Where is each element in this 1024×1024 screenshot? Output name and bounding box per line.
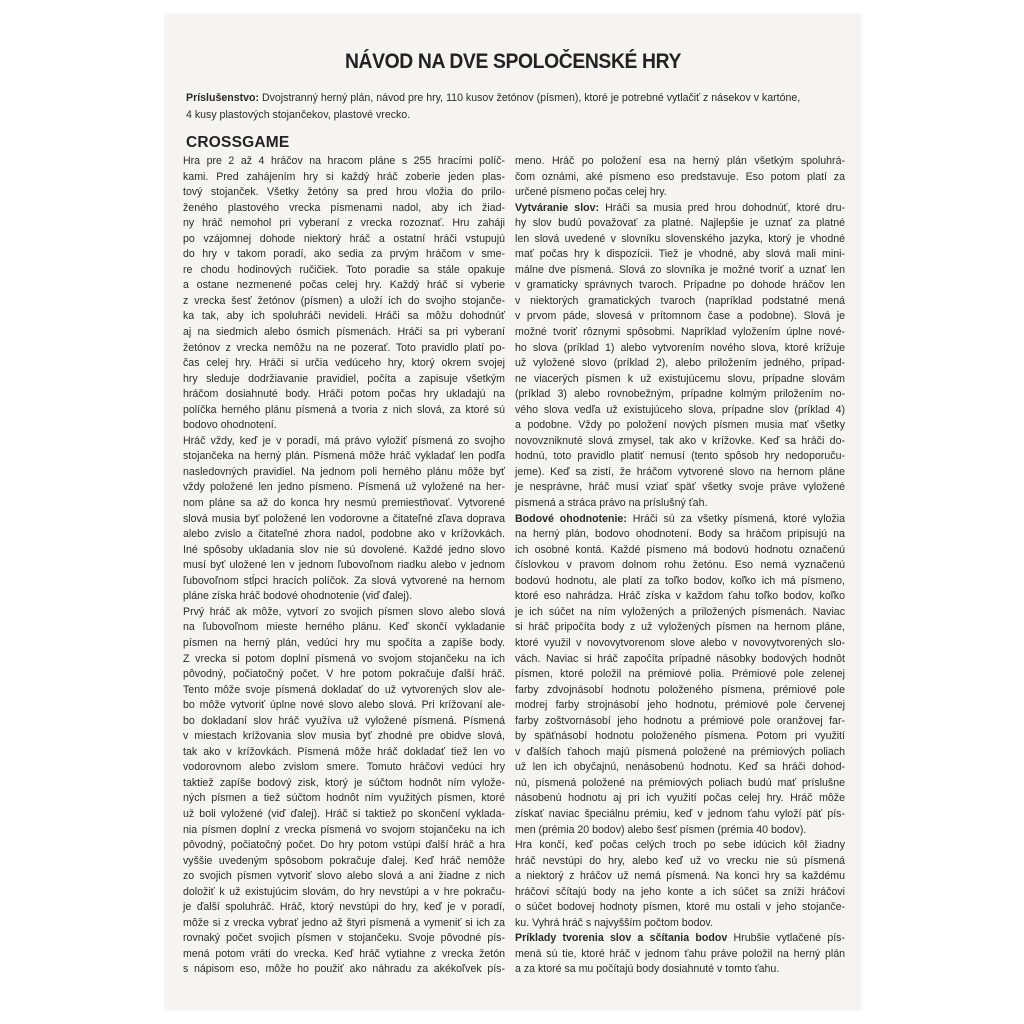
line-text: Hrubšie vytlačené pís-: [727, 932, 846, 945]
line-text: v prvom páde, slovesá v prítomnom čase a podobne). Slová je: [515, 310, 845, 323]
line-text: o súčet bodovej hodnoty písmen, ktoré mu ostali v jeho stojanče-: [515, 901, 845, 914]
line-text: Hráč vždy, keď je v poradí, má právo vyložiť písmená zo svojho: [183, 434, 505, 447]
line-text: bo môže vytvoriť úplne nové slovo alebo slová. Pri krížovaní ale-: [183, 699, 505, 712]
paragraph-line: [183, 838, 505, 854]
document-page: [165, 14, 861, 1010]
line-text: bodovú hodnotu, ale platí za toľko bodov, koľko ich má písmeno,: [515, 574, 845, 587]
line-text: pôvodný, počiatočný počet. V hre potom pokračuje ďalší hráč.: [183, 668, 505, 681]
accessories-paragraph: [186, 90, 836, 124]
paragraph-line: [183, 216, 505, 232]
paragraph-line: [183, 325, 505, 341]
paragraph-line: [515, 278, 845, 294]
line-text: bo dokladaní slov hráč využíva už vyložené písmená. Písmená: [183, 714, 505, 727]
line-text: len slová uvedené v slovníku slovenského jazyka, ktorý je vhodné: [515, 232, 845, 245]
paragraph-line: [515, 154, 845, 170]
paragraph-line: [515, 760, 845, 776]
paragraph-line: [183, 667, 505, 683]
paragraph-line: [515, 247, 845, 263]
line-text: zo svojich písmen vytvoriť slovo alebo slová a ani žiadne z nich: [183, 870, 505, 883]
line-text: hráčom dosiahnuté body. Hráči potom počas hry ukladajú na: [183, 388, 505, 401]
paragraph-line: [515, 449, 845, 465]
paragraph-line: [183, 294, 505, 310]
line-text: po vzájomnej dohode niektorý hráč a ostatní hráči vstupujú: [183, 232, 505, 245]
line-text: nia písmen doplní z vrecka písmená vo svojom stojančeku na ich: [183, 823, 505, 836]
paragraph-line: [515, 170, 845, 186]
paragraph-line: [183, 341, 505, 357]
paragraph-line: [183, 807, 505, 823]
line-text: nú, písmená položené na prémiových poliach budú mať príslušne: [515, 776, 845, 789]
line-text: ku. Vyhrá hráč s najvyšším počtom bodov.: [515, 916, 713, 929]
paragraph-line: [515, 714, 845, 730]
line-text: a podobne. Vždy po položení nových písmen musia mať všetky: [515, 419, 845, 432]
paragraph-line: [183, 574, 505, 590]
line-text: na ľubovoľnom mieste herného plánu. Keď skončí vykladanie: [183, 621, 505, 634]
paragraph-line: [183, 154, 505, 170]
paragraph-line: [183, 869, 505, 885]
paragraph-line: [515, 543, 845, 559]
line-text: si hráč pripočíta body z už vyložených písmen na hernom pláne,: [515, 621, 845, 634]
line-text: tak ako v krížovkách. Písmená môže hráč dokladať tiež len vo: [183, 745, 505, 758]
paragraph-line: [515, 216, 845, 232]
line-text: na herný plán, bodovo ohodnotení. Body sa hráčom pripisujú na: [515, 528, 845, 541]
paragraph-line: [515, 776, 845, 792]
paragraph-line: [515, 589, 845, 605]
line-text: mať počas hry k dispozícii. Tiež je vhodné, aby slová mali mini-: [515, 248, 845, 261]
paragraph-line: [183, 589, 505, 605]
line-text: alebo zvislo a čitateľné zhora nadol, podobne ako v krížovkách.: [183, 528, 505, 541]
paragraph-line: [515, 418, 845, 434]
paragraph-line: [515, 869, 845, 885]
paragraph-line: [515, 574, 845, 590]
line-text: farby zdvojnásobí hodnotu položeného písmena, prémiové pole: [515, 683, 845, 696]
paragraph-line: [515, 636, 845, 652]
line-text: tový stojanček. Všetky žetóny sa pred hrou vložia do prilo-: [183, 186, 505, 199]
paragraph-line: [515, 309, 845, 325]
line-text: čas celej hry. Hráči si určia vedúceho hry, ktorý okrem svojej: [183, 357, 505, 370]
paragraph-line: [183, 403, 505, 419]
line-text: v niektorých gramatických tvaroch (napríklad podstatné mená: [515, 294, 845, 307]
line-text: (príklad 3) alebo rovnobežným, prípadne kolmým priložením no-: [515, 388, 845, 401]
line-text: a niektorý z hráčov už nemá písmená. Na konci hry sa každému: [515, 870, 845, 883]
paragraph-line: [515, 620, 845, 636]
paragraph-line: [515, 232, 845, 248]
line-text: písmen na herný plán, vedúci hry mu spočíta a zapíše body.: [183, 636, 505, 649]
paragraph-line: [515, 325, 845, 341]
paragraph-line: [183, 854, 505, 870]
line-text: kami. Pred zahájením hry si každý hráč zoberie jeden plas-: [183, 170, 505, 183]
line-text: je nesprávne, hráč musí vziať späť všetky svoje práve vyložené: [515, 481, 845, 494]
line-text: v gramaticky správnych tvaroch. Prípadne po dohode hráčov len: [515, 279, 845, 292]
paragraph-line: [183, 278, 505, 294]
paragraph-line: [515, 962, 845, 978]
paragraph-line: [515, 745, 845, 761]
paragraph-line: [515, 527, 845, 543]
paragraph-line: [183, 745, 505, 761]
line-text: rovnaký počet svojich písmen v stojančeku. Svoje pôvodné pís-: [183, 932, 505, 945]
paragraph-heading: Bodové ohodnotenie:: [515, 512, 627, 525]
line-text: musí byť uložené len v jednom ľubovoľnom riadku alebo v jednom: [183, 559, 505, 572]
line-text: modrej farby strojnásobí jeho hodnotu, prémiové pole červenej: [515, 699, 845, 712]
line-text: už vyložené slovo (príklad 2), alebo priložením jedného, prípad-: [515, 357, 845, 370]
line-text: v miestach krížovania slov musia byť zhodné pre obidve slová,: [183, 730, 505, 743]
line-text: Hra končí, keď počas celých troch po sebe idúcich kôl žiadny: [515, 839, 845, 852]
line-text: men (prémia 20 bodov) alebo šesť písmen (prémia 40 bodov).: [515, 823, 807, 836]
line-text: hry sleduje dodržiavanie pravidiel, počíta a zapisuje všetkým: [183, 372, 505, 385]
paragraph-line: [515, 823, 845, 839]
line-text: vodorovnom alebo zvislom smere. Tomuto hráčovi vedúci hry: [183, 761, 505, 774]
paragraph-line: [183, 309, 505, 325]
line-text: mená sú tie, ktoré hráč v jednom ťahu práve položil na herný plán: [515, 947, 845, 960]
line-text: meno. Hráč po položení esa na herný plán všetkým spoluhrá-: [515, 155, 845, 167]
line-text: hodnú, toto pravidlo platiť nemusí (tento spôsob hry nedoporuču-: [515, 450, 845, 463]
line-text: hráč nevstúpi do hry, alebo keď už vo vrecku nie sú písmená: [515, 854, 845, 867]
paragraph-line: [183, 791, 505, 807]
paragraph-line: [515, 652, 845, 668]
line-text: mená potom vráti do vrecka. Keď hráč vytiahne z vrecka žetón: [183, 947, 505, 960]
paragraph-line: [183, 170, 505, 186]
paragraph-line: [183, 714, 505, 730]
paragraph-line: [183, 558, 505, 574]
line-text: doložiť k už existujúcim slovám, do hry nevstúpi a v hre pokraču-: [183, 885, 505, 898]
paragraph-line: [183, 356, 505, 372]
paragraph-line: [183, 418, 505, 434]
line-text: násobenú hodnotu aj pri ich využití počas celej hry. Hráč môže: [515, 792, 845, 805]
paragraph-line: [515, 201, 845, 217]
paragraph-line: [515, 372, 845, 388]
line-text: pláne získa hráč bodové ohodnotenie (viď ďalej).: [183, 590, 413, 603]
line-text: novovzniknuté slová zmysel, tak ako v krížovke. Keď sa hráči do-: [515, 434, 845, 447]
line-text: možné tvoriť rôznymi spôsobmi. Napríklad vyložením úplne nové-: [515, 326, 845, 339]
line-text: z vrecka šesť žetónov (písmen) a uloží ich do svojho stojanče-: [183, 294, 505, 307]
line-text: ny hráč nemohol pri vyberaní z vrecka rozoznať. Hru zaháji: [183, 217, 505, 230]
line-text: hráčovi sčítajú body na jeho konte a ich súčet sa zníži hráčovi: [515, 885, 845, 898]
paragraph-heading: Vytváranie slov:: [515, 201, 600, 214]
line-text: vého slova vedľa už existujúceho slova, prípadne slov (príklad 4): [515, 403, 845, 416]
line-text: v ďalších ťahoch majú písmená položené na prémiových poliach: [515, 745, 845, 758]
paragraph-line: [515, 838, 845, 854]
line-text: Prvý hráč ak môže, vytvorí zo svojich písmen slovo alebo slová: [183, 605, 505, 618]
paragraph-line: [183, 823, 505, 839]
line-text: už len ich obyčajnú, nenásobenú hodnotu. Keď sa hráči dohod-: [515, 761, 845, 774]
paragraph-line: [183, 247, 505, 263]
paragraph-line: [183, 620, 505, 636]
paragraph-line: [183, 372, 505, 388]
document-title: NÁVOD NA DVE SPOLOČENSKÉ HRY: [344, 50, 682, 73]
paragraph-line: [183, 605, 505, 621]
paragraph-line: [515, 885, 845, 901]
paragraph-line: [515, 791, 845, 807]
line-text: je ďalší spoluhráč. Hráč, ktorý nevstúpi do hry, keď je v poradí,: [183, 901, 505, 914]
paragraph-line: [515, 854, 845, 870]
paragraph-line: [183, 900, 505, 916]
line-text: ženého plastového vrecka písmenami nadol, aby ich žiad-: [183, 201, 505, 214]
paragraph-line: [515, 403, 845, 419]
line-text: a za ktoré sa mu počítajú body dosiahnuté v tomto ťahu.: [515, 963, 780, 976]
line-text: slová musia byť položené len vodorovne a čitateľné zľava doprava: [183, 512, 505, 525]
line-text: ľubovoľnom stĺpci hracích políčok. Za slová vytvorené na hernom: [183, 574, 505, 587]
paragraph-line: [183, 885, 505, 901]
line-text: číslovkou v pravom dolnom rohu žetónu. Eso nemá vyznačenú: [515, 559, 845, 572]
line-text: políčka herného plánu písmená a tvoria z nich slová, za ktoré sú: [183, 403, 505, 416]
line-text: ich osobné kontá. Každé písmeno má bodovú hodnotu označenú: [515, 543, 845, 556]
paragraph-line: [183, 760, 505, 776]
line-text: písmená a stráca právo na príslušný ťah.: [515, 497, 708, 510]
line-text: ktoré eso nahrádza. Hráč získa v každom ťahu toľko bodov, koľko: [515, 590, 845, 603]
line-text: Tento môže svoje písmená dokladať do už vytvorených slov ale-: [183, 683, 505, 696]
line-text: ka tak, aby ich spoluhráči nevideli. Hráči sa môžu dohodnúť: [183, 310, 505, 323]
paragraph-line: [515, 931, 845, 947]
paragraph-line: [183, 449, 505, 465]
line-text: určené písmeno počas celej hry.: [515, 186, 667, 199]
paragraph-line: [515, 434, 845, 450]
line-text: získať naviac špeciálnu prémiu, keď v jednom ťahu vyloží päť pís-: [515, 807, 845, 820]
paragraph-line: [183, 916, 505, 932]
paragraph-line: [515, 683, 845, 699]
line-text: málne dve písmená. Slová zo slovníka je možné tvoriť a uznať len: [515, 263, 845, 276]
line-text: čom oznámi, aké písmeno eso predstavuje. Eso potom platí za: [515, 170, 845, 183]
line-text: farby zoštvornásobí jeho hodnotu a prémiové pole oranžovej far-: [515, 714, 845, 727]
section-title-crossgame: CROSSGAME: [186, 134, 290, 151]
line-text: je ich súčet na ním vyložených a priložených písmenách. Naviac: [515, 605, 845, 618]
accessories-text: 4 kusy plastových stojančekov, plastové vrecko.: [186, 109, 411, 121]
paragraph-line: [183, 527, 505, 543]
paragraph-heading: Príklady tvorenia slov a sčítania bodov: [515, 932, 728, 945]
paragraph-line: [515, 263, 845, 279]
paragraph-line: [183, 496, 505, 512]
paragraph-line: [515, 698, 845, 714]
line-text: ne viacerých písmen k už existujúcemu slovu, prípadne slovám: [515, 372, 845, 385]
paragraph-line: [515, 356, 845, 372]
paragraph-line: [183, 962, 505, 978]
paragraph-line: [183, 729, 505, 745]
paragraph-line: [515, 729, 845, 745]
line-text: môže si z vrecka vybrať jedno až štyri písmená a vymeniť si ich za: [183, 916, 505, 929]
line-text: taktiež zapíše bodový zisk, ktorý je súčtom hodnôt ním vylože-: [183, 776, 505, 789]
accessories-label: Príslušenstvo:: [186, 92, 260, 104]
line-text: Z vrecka si potom doplní písmená vo svojom stojančeku na ich: [183, 652, 505, 665]
paragraph-line: [515, 480, 845, 496]
line-text: nasledovných pravidiel. Na jednom poli herného plánu môže byť: [183, 465, 505, 478]
paragraph-line: [515, 512, 845, 528]
paragraph-line: [183, 387, 505, 403]
line-text: Iné spôsoby ukladania slov nie sú dovolené. Každé jedno slovo: [183, 543, 505, 556]
paragraph-line: [515, 667, 845, 683]
paragraph-line: [515, 605, 845, 621]
paragraph-line: [183, 512, 505, 528]
line-text: jeme). Keď sa zistí, že hráčom vytvorené slovo na hernom pláne: [515, 465, 845, 478]
line-text: pôvodný, počiatočný počet. Do hry potom vstúpi ďalší hráč a hra: [183, 839, 505, 852]
paragraph-line: [183, 543, 505, 559]
line-text: písmen, ktoré položil na prémiové polia. Prémiové pole zelenej: [515, 668, 845, 681]
line-text: Hráči sa musia pred hrou dohodnúť, ktoré dru-: [599, 201, 845, 214]
paragraph-line: [515, 185, 845, 201]
paragraph-line: [183, 947, 505, 963]
paragraph-line: [515, 294, 845, 310]
line-text: bodovo ohodnotení.: [183, 419, 277, 432]
paragraph-line: [515, 947, 845, 963]
paragraph-line: [183, 683, 505, 699]
line-text: ktoré využil v novovytvorenom slove alebo v novovytvorených slo-: [515, 636, 845, 649]
line-text: aj na siedmich alebo ósmich písmenách. Hráči sa pri vyberaní: [183, 326, 505, 339]
paragraph-line: [183, 185, 505, 201]
paragraph-line: [183, 698, 505, 714]
line-text: žetónov z vrecka nemôžu na ne pozerať. Toto pravidlo platí po-: [183, 341, 505, 354]
line-text: ných písmen a tiež súčtom hodnôt ním využitých písmen, ktoré: [183, 792, 505, 805]
paragraph-line: [183, 263, 505, 279]
paragraph-line: [183, 776, 505, 792]
line-text: vyššie uvedeným spôsobom pokračuje ďalej. Keď hráč nemôže: [183, 854, 505, 867]
paragraph-line: [183, 232, 505, 248]
paragraph-line: [183, 465, 505, 481]
line-text: re chodu hodinových ručičiek. Toto poradie sa stále opakuje: [183, 263, 505, 276]
line-text: Hráči sú za všetky písmená, ktoré vyložia: [626, 512, 845, 525]
text-column-right: [515, 154, 845, 978]
paragraph-line: [515, 807, 845, 823]
paragraph-line: [515, 465, 845, 481]
paragraph-line: [515, 558, 845, 574]
line-text: nom pláne sa až do konca hry nesmú premiestňovať. Vytvorené: [183, 497, 505, 510]
line-text: by späťnásobí hodnotu položeného písmena. Potom pri využití: [515, 730, 845, 743]
paragraph-line: [183, 434, 505, 450]
line-text: vždy položené len jedno písmeno. Písmená už vyložené na her-: [183, 481, 505, 494]
line-text: s nápisom eso, môže ho použiť ako náhradu za akékoľvek pís-: [183, 963, 505, 976]
paragraph-line: [515, 916, 845, 932]
line-text: stojančeka na herný plán. Písmená môže hráč vykladať len podľa: [183, 450, 505, 463]
paragraph-line: [515, 387, 845, 403]
paragraph-line: [183, 931, 505, 947]
line-text: hy slov budú považovať za platné. Najlepšie je uznať za platné: [515, 217, 845, 230]
line-text: a ostane nezmenené počas celej hry. Každý hráč si vyberie: [183, 279, 505, 292]
paragraph-line: [183, 480, 505, 496]
paragraph-line: [183, 201, 505, 217]
paragraph-line: [515, 900, 845, 916]
line-text: ho slova (príklad 1) alebo vytvorením nového slova, ktoré križuje: [515, 341, 845, 354]
paragraph-line: [183, 636, 505, 652]
paragraph-line: [515, 341, 845, 357]
line-text: vách. Naviac si hráč započíta prípadné násobky bodových hodnôt: [515, 652, 845, 665]
paragraph-line: [515, 496, 845, 512]
text-column-left: [183, 154, 505, 978]
accessories-text: Dvojstranný herný plán, návod pre hry, 110 kusov žetónov (písmen), ktoré je potrebné vytlačiť z násekov v kartóne,: [259, 92, 801, 104]
line-text: Hra pre 2 až 4 hráčov na hracom pláne s 255 hracími políč-: [183, 155, 505, 167]
line-text: už boli vyložené (viď ďalej). Hráč si taktiež po skončení vyklada-: [183, 807, 505, 820]
line-text: do hry v takom poradí, ako sedia za prvým hráčom v sme-: [183, 248, 505, 261]
paragraph-line: [183, 652, 505, 668]
